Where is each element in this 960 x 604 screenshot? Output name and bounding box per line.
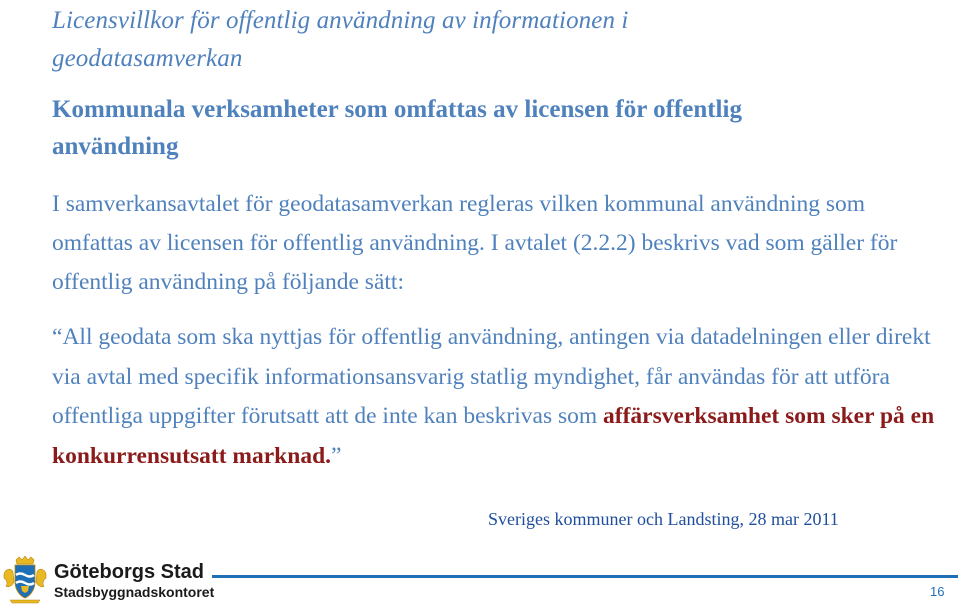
quote-paragraph [52,318,952,476]
intro-paragraph: I samverkansavtalet för geodatasamverkan regleras vilken kommunal användning som omfattas av licensen för offentlig användning. I avtalet (2.2.2) beskrivs vad som gäller för offentlig användning på följande sätt: [52,191,898,295]
quote-emphasis: affärsverksamhet som sker på en konkurrensutsatt marknad [52,403,935,469]
footer-divider [212,575,958,578]
footer-logo [2,556,215,604]
logo-subtitle: Stadsbyggnadskontoret [54,584,215,600]
page-number: 16 [930,584,945,599]
goteborg-coat-of-arms-icon [2,556,48,604]
quote-open-mark: “ [52,324,63,350]
logo-name: Göteborgs Stad [54,561,205,583]
quote-text: All geodata som ska nyttjas för offentlig användning, antingen via datadelningen eller direkt via avtal med specifik informationsansvarig statlig myndighet, får användas för att utföra offentliga uppgifter förutsatt att de inte kan beskrivas som [52,324,931,429]
quote-source: Sveriges kommuner och Landsting, 28 mar 2011 [488,509,839,529]
quote-close-mark: ” [331,442,342,469]
slide-title: Licensvillkor för offentlig användning av informationen i geodatasamverkan [52,7,629,72]
section-heading: Kommunala verksamheter som omfattas av licensen för offentlig användning [52,96,742,160]
quote-end: . [325,442,332,469]
